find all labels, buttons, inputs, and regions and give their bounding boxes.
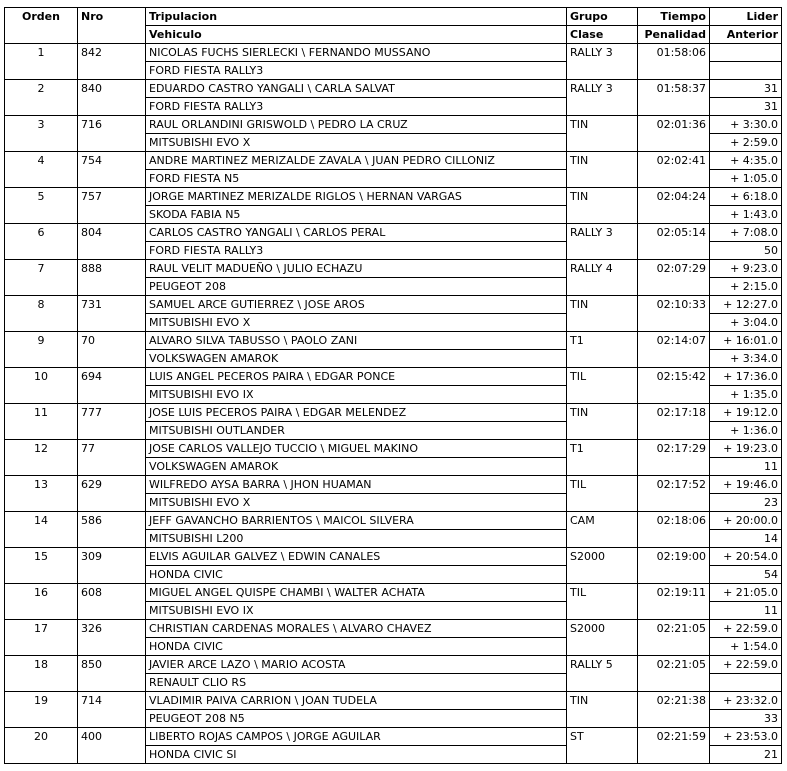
anterior-cell: 23 bbox=[710, 494, 782, 512]
vehiculo-cell: MITSUBISHI L200 bbox=[146, 530, 567, 548]
penalidad-cell bbox=[638, 710, 710, 728]
nro-cell: 77 bbox=[78, 440, 146, 476]
tiempo-cell: 02:17:18 bbox=[638, 404, 710, 422]
anterior-cell: + 1:05.0 bbox=[710, 170, 782, 188]
orden-cell: 15 bbox=[5, 548, 78, 584]
grupo-cell: RALLY 3 bbox=[567, 80, 638, 98]
penalidad-cell bbox=[638, 494, 710, 512]
grupo-cell: TIN bbox=[567, 404, 638, 422]
tripulacion-cell: CARLOS CASTRO YANGALI \ CARLOS PERAL bbox=[146, 224, 567, 242]
table-row bbox=[5, 260, 782, 278]
tripulacion-cell: WILFREDO AYSA BARRA \ JHON HUAMAN bbox=[146, 476, 567, 494]
anterior-cell: + 2:15.0 bbox=[710, 278, 782, 296]
header-grupo: Grupo bbox=[567, 8, 638, 26]
clase-cell bbox=[567, 386, 638, 404]
orden-cell: 17 bbox=[5, 620, 78, 656]
grupo-cell: TIN bbox=[567, 116, 638, 134]
lider-cell: + 7:08.0 bbox=[710, 224, 782, 242]
nro-cell: 842 bbox=[78, 44, 146, 80]
grupo-cell: TIL bbox=[567, 476, 638, 494]
anterior-cell bbox=[710, 62, 782, 80]
vehiculo-cell: VOLKSWAGEN AMAROK bbox=[146, 350, 567, 368]
orden-cell: 20 bbox=[5, 728, 78, 764]
vehiculo-cell: SKODA FABIA N5 bbox=[146, 206, 567, 224]
header-vehiculo: Vehiculo bbox=[146, 26, 567, 44]
nro-cell: 608 bbox=[78, 584, 146, 620]
orden-cell: 13 bbox=[5, 476, 78, 512]
orden-cell: 14 bbox=[5, 512, 78, 548]
anterior-cell: + 1:54.0 bbox=[710, 638, 782, 656]
penalidad-cell bbox=[638, 62, 710, 80]
tiempo-cell: 02:19:00 bbox=[638, 548, 710, 566]
anterior-cell: 14 bbox=[710, 530, 782, 548]
grupo-cell: TIL bbox=[567, 584, 638, 602]
table-row bbox=[5, 692, 782, 710]
table-row bbox=[5, 80, 782, 98]
grupo-cell: TIN bbox=[567, 296, 638, 314]
tiempo-cell: 02:02:41 bbox=[638, 152, 710, 170]
anterior-cell: 11 bbox=[710, 458, 782, 476]
vehiculo-cell: FORD FIESTA N5 bbox=[146, 170, 567, 188]
lider-cell: + 3:30.0 bbox=[710, 116, 782, 134]
table-row bbox=[5, 188, 782, 206]
header-nro: Nro bbox=[78, 8, 146, 26]
penalidad-cell bbox=[638, 170, 710, 188]
orden-cell: 18 bbox=[5, 656, 78, 692]
anterior-cell: 21 bbox=[710, 746, 782, 764]
vehiculo-cell: HONDA CIVIC bbox=[146, 566, 567, 584]
table-row bbox=[5, 548, 782, 566]
lider-cell: + 6:18.0 bbox=[710, 188, 782, 206]
vehiculo-cell: MITSUBISHI EVO IX bbox=[146, 602, 567, 620]
nro-cell: 309 bbox=[78, 548, 146, 584]
anterior-cell: 33 bbox=[710, 710, 782, 728]
table-row bbox=[5, 656, 782, 674]
clase-cell bbox=[567, 494, 638, 512]
clase-cell bbox=[567, 422, 638, 440]
penalidad-cell bbox=[638, 422, 710, 440]
clase-cell bbox=[567, 350, 638, 368]
nro-cell: 70 bbox=[78, 332, 146, 368]
clase-cell bbox=[567, 458, 638, 476]
vehiculo-cell: MITSUBISHI EVO X bbox=[146, 134, 567, 152]
clase-cell bbox=[567, 530, 638, 548]
lider-cell: 31 bbox=[710, 80, 782, 98]
clase-cell bbox=[567, 278, 638, 296]
clase-cell bbox=[567, 170, 638, 188]
tiempo-cell: 02:21:38 bbox=[638, 692, 710, 710]
lider-cell: + 21:05.0 bbox=[710, 584, 782, 602]
nro-cell: 888 bbox=[78, 260, 146, 296]
nro-cell: 586 bbox=[78, 512, 146, 548]
table-row bbox=[5, 296, 782, 314]
grupo-cell: TIN bbox=[567, 692, 638, 710]
tiempo-cell: 01:58:37 bbox=[638, 80, 710, 98]
lider-cell: + 23:32.0 bbox=[710, 692, 782, 710]
penalidad-cell bbox=[638, 350, 710, 368]
lider-cell: + 9:23.0 bbox=[710, 260, 782, 278]
tripulacion-cell: EDUARDO CASTRO YANGALI \ CARLA SALVAT bbox=[146, 80, 567, 98]
table-row bbox=[5, 152, 782, 170]
tiempo-cell: 02:18:06 bbox=[638, 512, 710, 530]
grupo-cell: S2000 bbox=[567, 548, 638, 566]
tiempo-cell: 02:04:24 bbox=[638, 188, 710, 206]
grupo-cell: TIN bbox=[567, 188, 638, 206]
penalidad-cell bbox=[638, 314, 710, 332]
grupo-cell: RALLY 3 bbox=[567, 224, 638, 242]
header-orden-cont bbox=[5, 26, 78, 44]
header-tripulacion: Tripulacion bbox=[146, 8, 567, 26]
penalidad-cell bbox=[638, 674, 710, 692]
lider-cell: + 16:01.0 bbox=[710, 332, 782, 350]
tripulacion-cell: JOSE CARLOS VALLEJO TUCCIO \ MIGUEL MAKINO bbox=[146, 440, 567, 458]
tripulacion-cell: ELVIS AGUILAR GALVEZ \ EDWIN CANALES bbox=[146, 548, 567, 566]
grupo-cell: TIN bbox=[567, 152, 638, 170]
nro-cell: 804 bbox=[78, 224, 146, 260]
tripulacion-cell: NICOLAS FUCHS SIERLECKI \ FERNANDO MUSSANO bbox=[146, 44, 567, 62]
tripulacion-cell: JEFF GAVANCHO BARRIENTOS \ MAICOL SILVERA bbox=[146, 512, 567, 530]
clase-cell bbox=[567, 710, 638, 728]
lider-cell: + 19:46.0 bbox=[710, 476, 782, 494]
nro-cell: 326 bbox=[78, 620, 146, 656]
grupo-cell: T1 bbox=[567, 440, 638, 458]
vehiculo-cell: HONDA CIVIC SI bbox=[146, 746, 567, 764]
clase-cell bbox=[567, 206, 638, 224]
anterior-cell: + 3:34.0 bbox=[710, 350, 782, 368]
anterior-cell: + 1:36.0 bbox=[710, 422, 782, 440]
clase-cell bbox=[567, 602, 638, 620]
anterior-cell: 11 bbox=[710, 602, 782, 620]
tiempo-cell: 02:21:05 bbox=[638, 656, 710, 674]
orden-cell: 9 bbox=[5, 332, 78, 368]
header-clase: Clase bbox=[567, 26, 638, 44]
results-table bbox=[4, 7, 782, 764]
penalidad-cell bbox=[638, 278, 710, 296]
tripulacion-cell: VLADIMIR PAIVA CARRION \ JOAN TUDELA bbox=[146, 692, 567, 710]
grupo-cell: RALLY 5 bbox=[567, 656, 638, 674]
orden-cell: 2 bbox=[5, 80, 78, 116]
vehiculo-cell: MITSUBISHI OUTLANDER bbox=[146, 422, 567, 440]
anterior-cell: 31 bbox=[710, 98, 782, 116]
orden-cell: 5 bbox=[5, 188, 78, 224]
nro-cell: 629 bbox=[78, 476, 146, 512]
table-row bbox=[5, 476, 782, 494]
lider-cell: + 19:23.0 bbox=[710, 440, 782, 458]
tripulacion-cell: SAMUEL ARCE GUTIERREZ \ JOSE AROS bbox=[146, 296, 567, 314]
clase-cell bbox=[567, 566, 638, 584]
penalidad-cell bbox=[638, 242, 710, 260]
clase-cell bbox=[567, 314, 638, 332]
nro-cell: 840 bbox=[78, 80, 146, 116]
grupo-cell: ST bbox=[567, 728, 638, 746]
penalidad-cell bbox=[638, 134, 710, 152]
tripulacion-cell: RAUL VELIT MADUEÑO \ JULIO ECHAZU bbox=[146, 260, 567, 278]
vehiculo-cell: MITSUBISHI EVO X bbox=[146, 494, 567, 512]
table-row bbox=[5, 368, 782, 386]
lider-cell: + 23:53.0 bbox=[710, 728, 782, 746]
vehiculo-cell: RENAULT CLIO RS bbox=[146, 674, 567, 692]
tiempo-cell: 02:21:05 bbox=[638, 620, 710, 638]
header-tiempo: Tiempo bbox=[638, 8, 710, 26]
vehiculo-cell: MITSUBISHI EVO IX bbox=[146, 386, 567, 404]
header-penalidad: Penalidad bbox=[638, 26, 710, 44]
table-row bbox=[5, 404, 782, 422]
grupo-cell: RALLY 4 bbox=[567, 260, 638, 278]
tiempo-cell: 02:05:14 bbox=[638, 224, 710, 242]
lider-cell: + 20:54.0 bbox=[710, 548, 782, 566]
clase-cell bbox=[567, 62, 638, 80]
vehiculo-cell: FORD FIESTA RALLY3 bbox=[146, 242, 567, 260]
header-lider: Lider bbox=[710, 8, 782, 26]
table-row bbox=[5, 116, 782, 134]
clase-cell bbox=[567, 638, 638, 656]
table-row bbox=[5, 620, 782, 638]
tiempo-cell: 02:07:29 bbox=[638, 260, 710, 278]
tiempo-cell: 02:21:59 bbox=[638, 728, 710, 746]
penalidad-cell bbox=[638, 566, 710, 584]
anterior-cell: + 2:59.0 bbox=[710, 134, 782, 152]
lider-cell: + 17:36.0 bbox=[710, 368, 782, 386]
clase-cell bbox=[567, 746, 638, 764]
tripulacion-cell: LUIS ANGEL PECEROS PAIRA \ EDGAR PONCE bbox=[146, 368, 567, 386]
clase-cell bbox=[567, 674, 638, 692]
orden-cell: 19 bbox=[5, 692, 78, 728]
nro-cell: 757 bbox=[78, 188, 146, 224]
tripulacion-cell: JOSE LUIS PECEROS PAIRA \ EDGAR MELENDEZ bbox=[146, 404, 567, 422]
tripulacion-cell: RAUL ORLANDINI GRISWOLD \ PEDRO LA CRUZ bbox=[146, 116, 567, 134]
orden-cell: 6 bbox=[5, 224, 78, 260]
anterior-cell: + 3:04.0 bbox=[710, 314, 782, 332]
tripulacion-cell: JORGE MARTINEZ MERIZALDE RIGLOS \ HERNAN VARGAS bbox=[146, 188, 567, 206]
orden-cell: 7 bbox=[5, 260, 78, 296]
table-row bbox=[5, 440, 782, 458]
vehiculo-cell: VOLKSWAGEN AMAROK bbox=[146, 458, 567, 476]
table-row bbox=[5, 512, 782, 530]
tripulacion-cell: JAVIER ARCE LAZO \ MARIO ACOSTA bbox=[146, 656, 567, 674]
nro-cell: 777 bbox=[78, 404, 146, 440]
penalidad-cell bbox=[638, 530, 710, 548]
lider-cell: + 12:27.0 bbox=[710, 296, 782, 314]
anterior-cell bbox=[710, 674, 782, 692]
penalidad-cell bbox=[638, 98, 710, 116]
table-row bbox=[5, 224, 782, 242]
penalidad-cell bbox=[638, 206, 710, 224]
vehiculo-cell: PEUGEOT 208 N5 bbox=[146, 710, 567, 728]
clase-cell bbox=[567, 134, 638, 152]
orden-cell: 10 bbox=[5, 368, 78, 404]
lider-cell: + 22:59.0 bbox=[710, 620, 782, 638]
table-row bbox=[5, 584, 782, 602]
penalidad-cell bbox=[638, 638, 710, 656]
anterior-cell: 50 bbox=[710, 242, 782, 260]
lider-cell: + 19:12.0 bbox=[710, 404, 782, 422]
tiempo-cell: 02:17:29 bbox=[638, 440, 710, 458]
orden-cell: 3 bbox=[5, 116, 78, 152]
tiempo-cell: 02:19:11 bbox=[638, 584, 710, 602]
header-orden: Orden bbox=[5, 8, 78, 26]
lider-cell bbox=[710, 44, 782, 62]
table-row bbox=[5, 44, 782, 62]
nro-cell: 754 bbox=[78, 152, 146, 188]
anterior-cell: + 1:43.0 bbox=[710, 206, 782, 224]
grupo-cell: S2000 bbox=[567, 620, 638, 638]
clase-cell bbox=[567, 98, 638, 116]
grupo-cell: TIL bbox=[567, 368, 638, 386]
anterior-cell: + 1:35.0 bbox=[710, 386, 782, 404]
nro-cell: 694 bbox=[78, 368, 146, 404]
vehiculo-cell: FORD FIESTA RALLY3 bbox=[146, 62, 567, 80]
vehiculo-cell: FORD FIESTA RALLY3 bbox=[146, 98, 567, 116]
lider-cell: + 4:35.0 bbox=[710, 152, 782, 170]
vehiculo-cell: PEUGEOT 208 bbox=[146, 278, 567, 296]
tripulacion-cell: MIGUEL ANGEL QUISPE CHAMBI \ WALTER ACHATA bbox=[146, 584, 567, 602]
grupo-cell: RALLY 3 bbox=[567, 44, 638, 62]
nro-cell: 400 bbox=[78, 728, 146, 764]
orden-cell: 4 bbox=[5, 152, 78, 188]
lider-cell: + 22:59.0 bbox=[710, 656, 782, 674]
grupo-cell: CAM bbox=[567, 512, 638, 530]
tripulacion-cell: ANDRE MARTINEZ MERIZALDE ZAVALA \ JUAN PEDRO CILLONIZ bbox=[146, 152, 567, 170]
table-row bbox=[5, 332, 782, 350]
tiempo-cell: 02:10:33 bbox=[638, 296, 710, 314]
lider-cell: + 20:00.0 bbox=[710, 512, 782, 530]
nro-cell: 850 bbox=[78, 656, 146, 692]
tiempo-cell: 02:17:52 bbox=[638, 476, 710, 494]
tiempo-cell: 02:15:42 bbox=[638, 368, 710, 386]
clase-cell bbox=[567, 242, 638, 260]
orden-cell: 8 bbox=[5, 296, 78, 332]
penalidad-cell bbox=[638, 458, 710, 476]
header-anterior: Anterior bbox=[710, 26, 782, 44]
tiempo-cell: 02:01:36 bbox=[638, 116, 710, 134]
table-row bbox=[5, 728, 782, 746]
tripulacion-cell: ALVARO SILVA TABUSSO \ PAOLO ZANI bbox=[146, 332, 567, 350]
tiempo-cell: 02:14:07 bbox=[638, 332, 710, 350]
orden-cell: 11 bbox=[5, 404, 78, 440]
nro-cell: 731 bbox=[78, 296, 146, 332]
vehiculo-cell: MITSUBISHI EVO X bbox=[146, 314, 567, 332]
orden-cell: 1 bbox=[5, 44, 78, 80]
vehiculo-cell: HONDA CIVIC bbox=[146, 638, 567, 656]
header-row-1 bbox=[5, 8, 782, 26]
penalidad-cell bbox=[638, 746, 710, 764]
tripulacion-cell: CHRISTIAN CARDENAS MORALES \ ALVARO CHAVEZ bbox=[146, 620, 567, 638]
header-row-2 bbox=[5, 26, 782, 44]
penalidad-cell bbox=[638, 602, 710, 620]
nro-cell: 714 bbox=[78, 692, 146, 728]
header-nro-cont bbox=[78, 26, 146, 44]
orden-cell: 16 bbox=[5, 584, 78, 620]
tiempo-cell: 01:58:06 bbox=[638, 44, 710, 62]
nro-cell: 716 bbox=[78, 116, 146, 152]
tripulacion-cell: LIBERTO ROJAS CAMPOS \ JORGE AGUILAR bbox=[146, 728, 567, 746]
penalidad-cell bbox=[638, 386, 710, 404]
grupo-cell: T1 bbox=[567, 332, 638, 350]
anterior-cell: 54 bbox=[710, 566, 782, 584]
orden-cell: 12 bbox=[5, 440, 78, 476]
